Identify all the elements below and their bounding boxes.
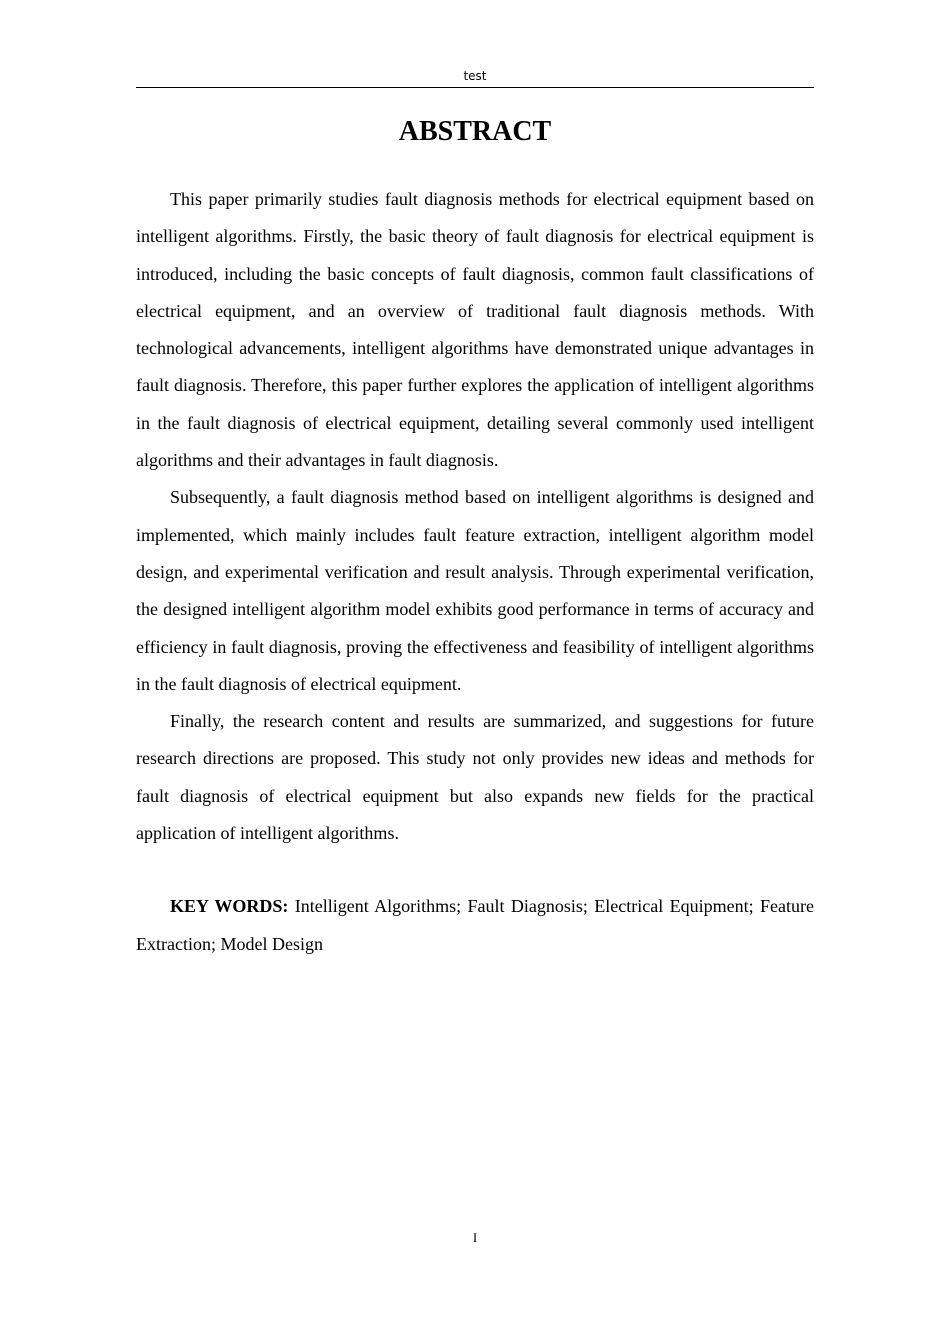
header-rule	[136, 87, 814, 88]
abstract-paragraph: This paper primarily studies fault diagnosis methods for electrical equipment based on intelligent algorithms. Firstly, the basic theory of fault diagnosis for electrical equipment is introduced, including the basic concepts of fault diagnosis, common fault classifications of electrical equipment, and an overview of traditional fault diagnosis methods. With technological advancements, intelligent algorithms have demonstrated unique advantages in fault diagnosis. Therefore, this paper further explores the application of intelligent algorithms in the fault diagnosis of electrical equipment, detailing several commonly used intelligent algorithms and their advantages in fault diagnosis.	[136, 189, 814, 471]
keywords-line	[136, 888, 814, 963]
abstract-paragraph: Subsequently, a fault diagnosis method based on intelligent algorithms is designed and implemented, which mainly includes fault feature extraction, intelligent algorithm model design, and experimental verification and result analysis. Through experimental verification, the designed intelligent algorithm model exhibits good performance in terms of accuracy and efficiency in fault diagnosis, proving the effectiveness and feasibility of intelligent algorithms in the fault diagnosis of electrical equipment.	[136, 487, 814, 694]
abstract-paragraph: Finally, the research content and results are summarized, and suggestions for future research directions are proposed. This study not only provides new ideas and methods for fault diagnosis of electrical equipment but also expands new fields for the practical application of intelligent algorithms.	[136, 711, 814, 844]
keywords-list: Intelligent Algorithms; Fault Diagnosis; Electrical Equipment; Feature Extraction; Model Design	[136, 896, 814, 954]
running-header: test	[463, 69, 487, 83]
page-number: I	[472, 1230, 478, 1245]
keywords-label: KEY WORDS:	[170, 896, 289, 917]
abstract-body	[136, 181, 814, 963]
document-page	[136, 0, 814, 1344]
abstract-title: ABSTRACT	[398, 116, 552, 147]
